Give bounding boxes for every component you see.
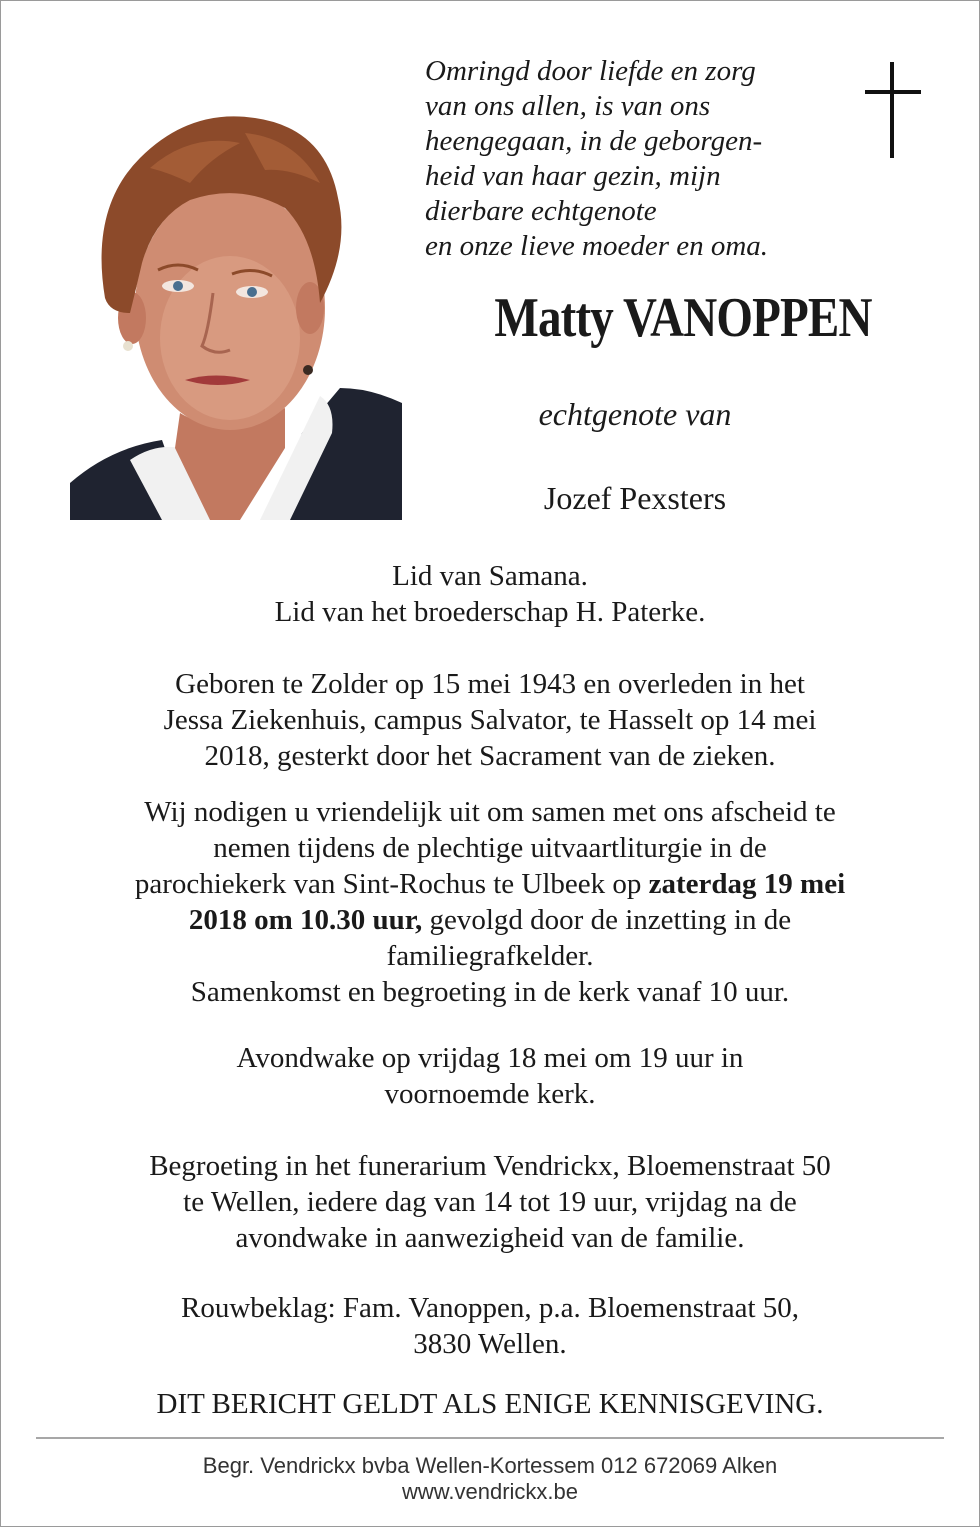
notice: DIT BERICHT GELDT ALS ENIGE KENNISGEVING. bbox=[156, 1388, 824, 1420]
funeral-date: zaterdag 19 mei bbox=[648, 868, 846, 900]
birth-death-line: Jessa Ziekenhuis, campus Salvator, te Hasselt op 14 mei bbox=[163, 704, 817, 736]
footer-company: Begr. Vendrickx bvba Wellen-Kortessem 012 672069 Alken bbox=[202, 1453, 778, 1478]
memberships bbox=[40, 558, 940, 630]
birth-death-line: 2018, gesterkt door het Sacrament van de zieken. bbox=[204, 740, 776, 772]
intro-line: van ons allen, is van ons bbox=[425, 90, 711, 122]
wake-line: voornoemde kerk. bbox=[384, 1078, 596, 1110]
invitation-text: parochiekerk van Sint-Rochus te Ulbeek op bbox=[134, 868, 649, 900]
invitation-line: nemen tijdens de plechtige uitvaartliturgie in de bbox=[213, 832, 767, 864]
intro-text bbox=[425, 54, 825, 264]
membership-line: Lid van het broederschap H. Paterke. bbox=[274, 596, 706, 628]
membership-line: Lid van Samana. bbox=[392, 560, 588, 592]
condolences-line: 3830 Wellen. bbox=[413, 1328, 567, 1360]
footer-website: www.vendrickx.be bbox=[401, 1479, 579, 1504]
deceased-name: Matty VANOPPEN bbox=[494, 287, 872, 349]
intro-line: heengegaan, in de geborgen- bbox=[425, 125, 763, 157]
portrait-illustration bbox=[70, 88, 402, 520]
invitation-paragraph bbox=[40, 794, 940, 1010]
footer-divider bbox=[36, 1437, 944, 1439]
portrait-photo bbox=[70, 88, 402, 520]
wake-paragraph bbox=[40, 1040, 940, 1112]
invitation-line: familiegrafkelder. bbox=[386, 940, 594, 972]
intro-line: en onze lieve moeder en oma. bbox=[425, 230, 769, 262]
invitation-line: Wij nodigen u vriendelijk uit om samen met ons afscheid te bbox=[144, 796, 836, 828]
invitation-line: Samenkomst en begroeting in de kerk vanaf 10 uur. bbox=[190, 976, 790, 1008]
visitation-paragraph bbox=[40, 1148, 940, 1256]
spouse-name: Jozef Pexsters bbox=[543, 480, 727, 516]
condolences-line: Rouwbeklag: Fam. Vanoppen, p.a. Bloemenstraat 50, bbox=[180, 1292, 800, 1324]
visitation-line: avondwake in aanwezigheid van de familie. bbox=[235, 1222, 745, 1254]
intro-line: heid van haar gezin, mijn bbox=[425, 160, 721, 192]
wake-line: Avondwake op vrijdag 18 mei om 19 uur in bbox=[236, 1042, 744, 1074]
cross-icon bbox=[862, 60, 924, 160]
invitation-line bbox=[40, 902, 940, 938]
funeral-time: 2018 om 10.30 uur, bbox=[188, 904, 423, 936]
intro-line: Omringd door liefde en zorg bbox=[425, 55, 756, 87]
condolences-paragraph bbox=[40, 1290, 940, 1362]
visitation-line: te Wellen, iedere dag van 14 tot 19 uur, vrijdag na de bbox=[183, 1186, 797, 1218]
birth-death-paragraph bbox=[40, 666, 940, 774]
invitation-line bbox=[40, 866, 940, 902]
intro-line: dierbare echtgenote bbox=[425, 195, 657, 227]
birth-death-line: Geboren te Zolder op 15 mei 1943 en overleden in het bbox=[175, 668, 805, 700]
invitation-text: gevolgd door de inzetting in de bbox=[422, 904, 792, 936]
spouse-label: echtgenote van bbox=[538, 396, 732, 432]
visitation-line: Begroeting in het funerarium Vendrickx, Bloemenstraat 50 bbox=[149, 1150, 831, 1182]
